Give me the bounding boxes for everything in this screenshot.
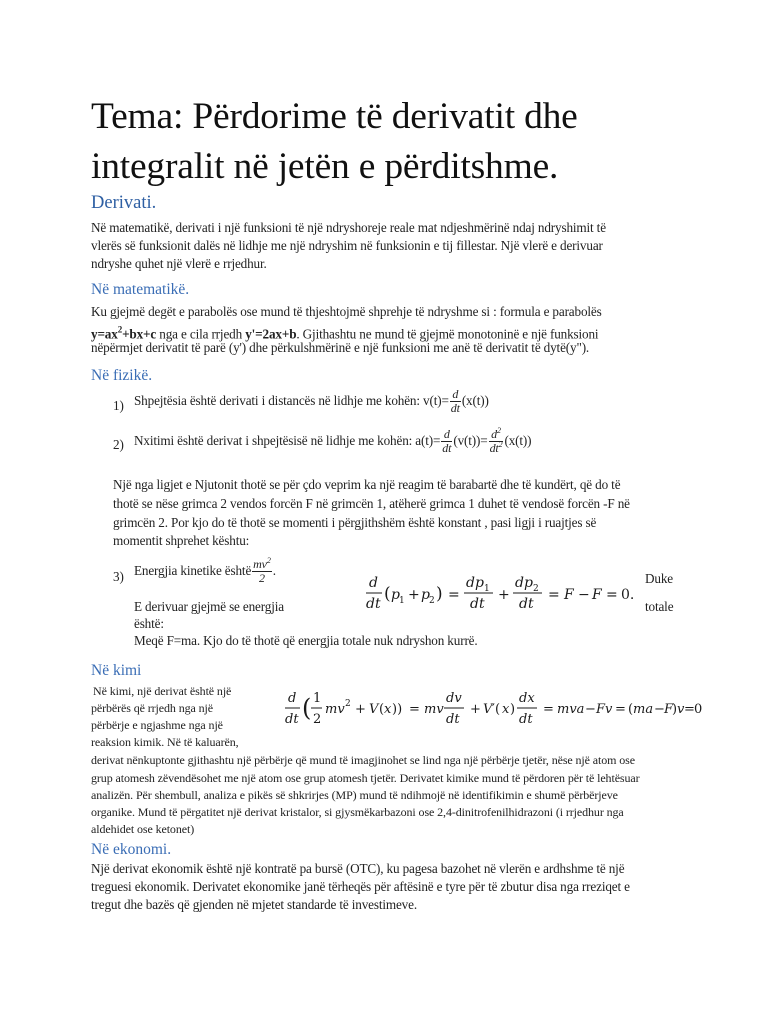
- kinetic-energy-fraction: $\frac{mv^2}{2}$: [253, 556, 271, 586]
- svg-text:0.: 0.: [621, 587, 635, 603]
- kimi-line-8: organike. Mund të përgatitet një derivat kristalor, si gjysmëkarbazoni ose 2,4-dinitrofenilhidrazoni (i rrjedhur nga: [91, 805, 624, 819]
- velocity-fraction: $\frac{d}{dt}$: [450, 387, 460, 416]
- svg-text:dt: dt: [285, 712, 299, 727]
- kimi-line-9: aldehidet ose ketonet): [91, 822, 195, 836]
- duke-word: Duke: [645, 571, 673, 586]
- svg-text:1: 1: [399, 596, 405, 606]
- heading-kimi: Në kimi: [91, 662, 142, 679]
- fizike-item-2-text: Nxitimi është derivat i shpejtësisë në lidhje me kohën: a(t)=: [134, 433, 441, 448]
- fizike-item-3-number: 3): [113, 569, 124, 584]
- svg-text:ma: ma: [633, 702, 654, 717]
- ekonomi-line-1: Një derivat ekonomik është një kontratë pa bursë (OTC), ku pagesa bazohet në vlerën e ardhshme të një: [91, 861, 625, 876]
- svg-text:+: +: [470, 702, 481, 717]
- svg-text:v: v: [677, 702, 685, 717]
- heading-ekonomi: Në ekonomi.: [91, 841, 172, 858]
- svg-text:F: F: [664, 702, 674, 717]
- derivati-line-3: ndryshe quhet një vlerë e rrjedhur.: [91, 256, 267, 271]
- parabola-formula-a: y=ax: [91, 326, 118, 342]
- fizike-item-1: [134, 387, 489, 415]
- svg-text:p: p: [391, 587, 400, 603]
- ekonomi-line-3: tregut dhe bazës që gjenden në mjetet standarde të investimeve.: [91, 897, 417, 912]
- matematike-mid-text: nga e cila rrjedh: [156, 326, 246, 342]
- svg-text:=: =: [606, 587, 618, 603]
- document-title: Tema: Përdorime të derivatit dhe integralit në jetën e përditshme.: [91, 96, 578, 187]
- svg-text:−: −: [585, 702, 596, 717]
- fizike-para-line-4: momentit shprehet kështu:: [113, 533, 250, 548]
- derivati-line-2: vlerës së funksionit dalës në lidhje me një ndryshim në funksionin e tij fillestar. Një vlerë e derivuar: [91, 238, 603, 253]
- heading-fizike: Në fizikë.: [91, 367, 153, 384]
- svg-text:=: =: [684, 702, 695, 717]
- fizike-item-2-mid: (v(t))=: [453, 433, 488, 448]
- heading-matematike: Në matematikë.: [91, 281, 190, 298]
- svg-text:=: =: [409, 702, 420, 717]
- fizike-item-1-tail: (x(t)): [461, 393, 489, 408]
- heading-derivati: Derivati.: [91, 193, 157, 213]
- fizike-item-2-number: 2): [113, 437, 124, 452]
- fizike-item-2-tail: (x(t)): [504, 433, 532, 448]
- kimi-line-1: Në kimi, një derivat është një: [93, 684, 232, 698]
- svg-text:dt: dt: [366, 596, 381, 612]
- matematike-line-1: Ku gjejmë degët e parabolës ose mund të thjeshtojmë shprehje të ndryshme si : formula e parabolës: [91, 304, 602, 319]
- svg-text:+: +: [498, 587, 510, 603]
- energy-derivative-equation: [283, 688, 701, 732]
- svg-text:(: (: [384, 584, 391, 604]
- svg-text:+: +: [355, 702, 366, 717]
- fizike-item-2: [134, 426, 531, 456]
- derivati-line-1: Në matematikë, derivati i një funksioni të një ndryshoreje reale mat ndjeshmërinë ndaj ndryshimit të: [91, 220, 606, 235]
- svg-text:V: V: [483, 702, 493, 717]
- derivuar-line-2: është:: [134, 616, 164, 631]
- svg-text:2: 2: [313, 712, 322, 727]
- svg-text:F: F: [564, 587, 574, 603]
- kimi-line-2: përbërës që rrjedh nga një: [91, 701, 214, 715]
- svg-text:x: x: [502, 702, 510, 717]
- svg-text:=: =: [615, 702, 626, 717]
- svg-text:dp: dp: [466, 575, 484, 591]
- svg-text:−: −: [654, 702, 665, 717]
- meqe-line: Meqë F=ma. Kjo do të thotë që energjia totale nuk ndryshon kurrë.: [134, 633, 478, 648]
- acceleration-fraction-1: $\frac{d}{dt}$: [442, 427, 452, 456]
- fizike-para-line-1: Një nga ligjet e Njutonit thotë se për çdo veprim ka një reagim të barabartë dhe të kundërt, që do të: [113, 477, 621, 492]
- svg-text:′(: ′(: [492, 702, 501, 717]
- ekonomi-line-2: treguesi ekonomik. Derivatet ekonomike janë tërheqës për aftësinë e tyre për të zbutur disa nga rreziqet e: [91, 879, 630, 894]
- svg-text:): ): [436, 584, 443, 604]
- svg-text:mv: mv: [325, 702, 345, 717]
- fizike-item-1-number: 1): [113, 398, 124, 413]
- acceleration-fraction-2: $\frac{d^2}{dt^2}$: [489, 426, 503, 456]
- svg-text:=: =: [548, 587, 560, 603]
- svg-text:1: 1: [313, 691, 322, 706]
- svg-text:dv: dv: [446, 691, 462, 706]
- fizike-item-1-text: Shpejtësia është derivati i distancës në lidhje me kohën: v(t)=: [134, 393, 449, 408]
- svg-text:F: F: [592, 587, 602, 603]
- svg-text:dt: dt: [446, 712, 460, 727]
- svg-text:2: 2: [533, 584, 539, 594]
- svg-text:2: 2: [345, 699, 351, 709]
- totale-word: totale: [645, 599, 674, 614]
- derivuar-line-1: E derivuar gjejmë se energjia: [134, 599, 284, 614]
- svg-text:dt: dt: [519, 596, 534, 612]
- kimi-line-5: derivat nënkuptonte gjithashtu një përbërje që mund të imagjinohet se lind nga një përbërje tjetër, nëse një atom ose: [91, 753, 635, 767]
- svg-text:dp: dp: [515, 575, 533, 591]
- svg-text:0: 0: [694, 702, 703, 717]
- kimi-line-3: përbërje e ngjashme nga një: [91, 718, 223, 732]
- kimi-line-4: reaksion kimik. Në të kaluarën,: [91, 735, 239, 749]
- svg-text:): ): [672, 702, 678, 717]
- fizike-item-3: Energjia kinetike është $\frac{mv^2}{2}$ .: [134, 556, 276, 586]
- fizike-para-line-2: thotë se nëse grimca 2 vendos forcën F në grimcën 1, atëherë grimca 1 duhet të vendosë forcën -F në: [113, 496, 630, 511]
- svg-text:2: 2: [429, 596, 435, 606]
- svg-text:V: V: [369, 702, 379, 717]
- matematike-line-3: nëpërmjet derivatit të parë (y') dhe përkulshmërinë e një funksioni me anë të derivatit të dytë(y").: [91, 340, 590, 355]
- parabola-formula-b: +bx+c: [122, 326, 157, 342]
- svg-text:x: x: [384, 702, 392, 717]
- fizike-para-line-3: grimcën 2. Por kjo do të thotë se momenti i përgjithshëm është konstant , pasi ligji i ruajtjes së: [113, 515, 597, 530]
- svg-text:dt: dt: [519, 712, 533, 727]
- svg-text:=: =: [543, 702, 554, 717]
- kimi-line-7: analizën. Për shembull, analiza e pikës së shkrirjes (MP) mund të ndihmojë në identifikimin e shumë përbërjeve: [91, 788, 618, 802]
- svg-text:=: =: [448, 587, 460, 603]
- momentum-equation: [362, 573, 638, 617]
- svg-text:p: p: [421, 587, 430, 603]
- svg-text:(: (: [302, 694, 312, 722]
- svg-text:mva: mva: [557, 702, 585, 717]
- kimi-line-6: grup atomesh zëvendësohet me një atom ose grup atomesh tjetër. Derivatet kimike mund të përdoren për të lehtësuar: [91, 771, 640, 785]
- matematike-line-2-rest: . Gjithashtu ne mund të gjejmë monotoninë e një funksioni: [296, 326, 599, 342]
- svg-text:d: d: [288, 691, 297, 706]
- svg-text:)): )): [392, 702, 403, 717]
- svg-text:−: −: [578, 587, 590, 603]
- svg-text:+: +: [408, 587, 420, 603]
- svg-text:1: 1: [484, 584, 490, 594]
- svg-text:dt: dt: [470, 596, 485, 612]
- parabola-exponent: 2: [117, 325, 123, 335]
- svg-text:dx: dx: [519, 691, 535, 706]
- svg-text:Fv: Fv: [596, 702, 613, 717]
- fizike-item-3-text: Energjia kinetike është: [134, 563, 252, 578]
- derivative-formula: y'=2ax+b: [245, 326, 297, 342]
- svg-text:(: (: [379, 702, 385, 717]
- svg-text:(: (: [628, 702, 634, 717]
- svg-text:d: d: [369, 575, 378, 591]
- svg-text:mv: mv: [424, 702, 444, 717]
- svg-text:): ): [510, 702, 516, 717]
